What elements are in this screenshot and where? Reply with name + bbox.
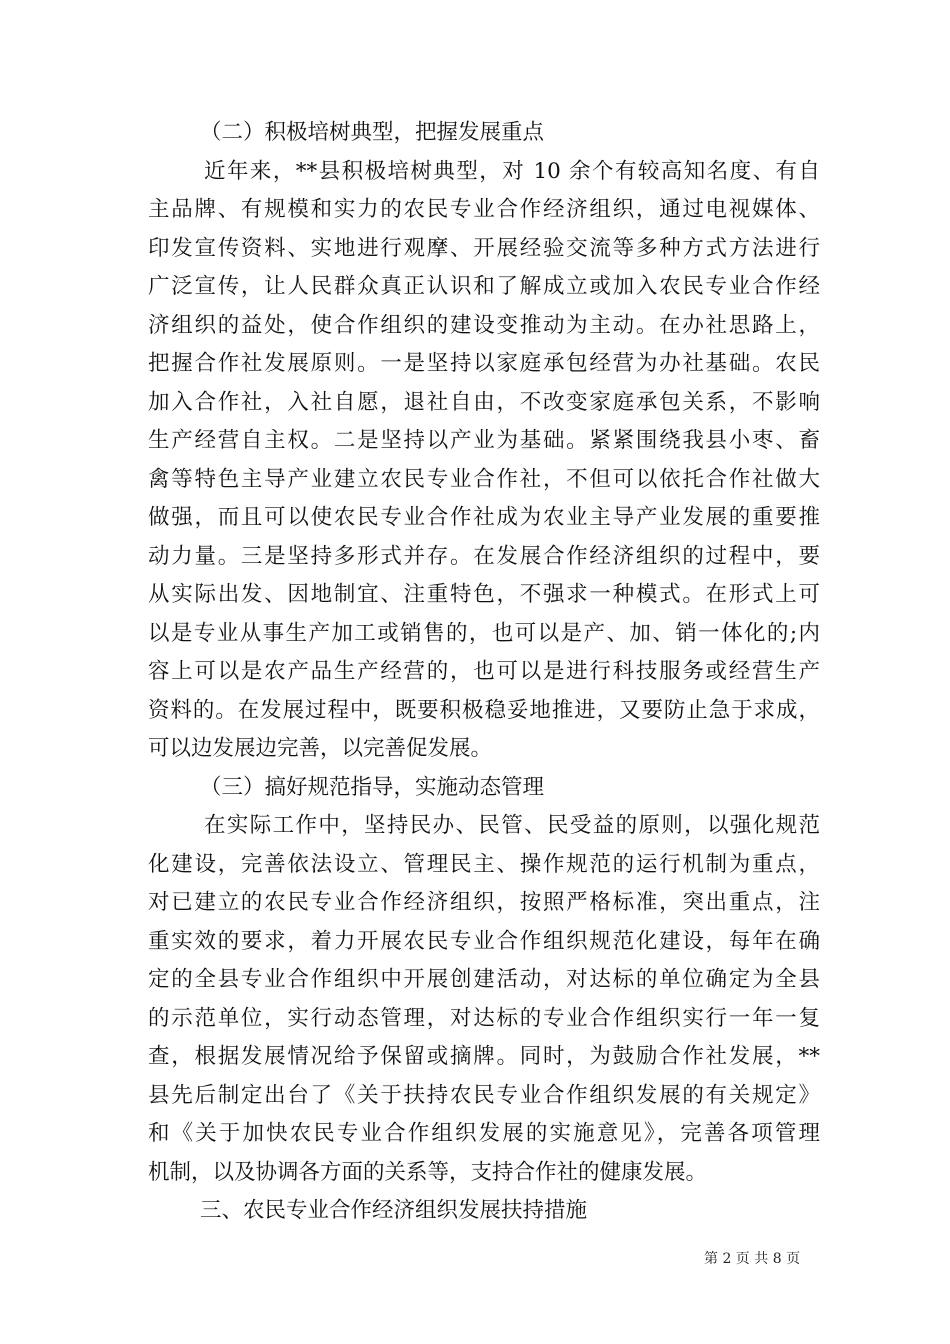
paragraph-line: 以是专业从事生产加工或销售的，也可以是产、加、销一体化的;内 — [148, 620, 820, 646]
paragraph-2 — [148, 807, 820, 1192]
paragraph-line: 的示范单位，实行动态管理，对达标的专业合作组织实行一年一复 — [148, 1005, 820, 1031]
paragraph-line: 可以边发展边完善，以完善促发展。 — [148, 736, 493, 761]
paragraph-line: 重实效的要求，着力开展农民专业合作组织规范化建设，每年在确 — [148, 928, 820, 954]
paragraph-line: 主品牌、有规模和实力的农民专业合作经济组织，通过电视媒体、 — [148, 197, 820, 222]
paragraph-line: 动力量。三是坚持多形式并存。在发展合作经济组织的过程中，要 — [148, 543, 820, 569]
paragraph-line: 对已建立的农民专业合作经济组织，按照严格标准，突出重点，注 — [148, 890, 820, 915]
paragraph-line: 化建设，完善依法设立、管理民主、操作规范的运行机制为重点， — [148, 851, 820, 877]
paragraph-line: 定的全县专业合作组织中开展创建活动，对达标的单位确定为全县 — [148, 967, 820, 992]
page-number-footer: 第 2 页 共 8 页 — [704, 1251, 801, 1267]
paragraph-line: 禽等特色主导产业建立农民专业合作社，不但可以依托合作社做大 — [148, 466, 820, 492]
paragraph-line: 把握合作社发展原则。一是坚持以家庭承包经营为办社基础。农民 — [148, 351, 820, 376]
section-heading-major: 三、农民专业合作经济组织发展扶持措施 — [200, 1198, 588, 1223]
paragraph-line: 查，根据发展情况给予保留或摘牌。同时，为鼓励合作社发展，** — [148, 1044, 820, 1069]
paragraph-line: 近年来，**县积极培树典型，对 10 余个有较高知名度、有自 — [204, 158, 820, 184]
paragraph-line: 县先后制定出台了《关于扶持农民专业合作组织发展的有关规定》 — [148, 1082, 820, 1108]
paragraph-line: 做强，而且可以使农民专业合作社成为农业主导产业发展的重要推 — [148, 505, 820, 530]
paragraph-line: 在实际工作中，坚持民办、民管、民受益的原则，以强化规范 — [204, 813, 820, 838]
paragraph-line: 加入合作社，入社自愿，退社自由，不改变家庭承包关系，不影响 — [148, 389, 820, 415]
document-body — [148, 114, 820, 1231]
paragraph-line: 容上可以是农产品生产经营的，也可以是进行科技服务或经营生产 — [148, 659, 820, 684]
paragraph-line: 济组织的益处，使合作组织的建设变推动为主动。在办社思路上， — [148, 312, 820, 338]
paragraph-line: 资料的。在发展过程中，既要积极稳妥地推进，又要防止急于求成， — [148, 697, 820, 723]
paragraph-line: 和《关于加快农民专业合作组织发展的实施意见》，完善各项管理 — [148, 1121, 820, 1146]
paragraph-1 — [148, 153, 820, 769]
paragraph-line: 生产经营自主权。二是坚持以产业为基础。紧紧围绕我县小枣、畜 — [148, 428, 820, 453]
section-heading-3: （三）搞好规范指导，实施动态管理 — [200, 774, 545, 800]
paragraph-line: 印发宣传资料、实地进行观摩、开展经验交流等多种方式方法进行 — [148, 235, 820, 261]
paragraph-line: 广泛宣传，让人民群众真正认识和了解成立或加入农民专业合作经 — [148, 274, 820, 299]
section-heading-2: （二）积极培树典型，把握发展重点 — [200, 120, 545, 145]
paragraph-line: 从实际出发、因地制宜、注重特色，不强求一种模式。在形式上可 — [148, 582, 820, 607]
paragraph-line: 机制，以及协调各方面的关系等，支持合作社的健康发展。 — [148, 1159, 708, 1185]
